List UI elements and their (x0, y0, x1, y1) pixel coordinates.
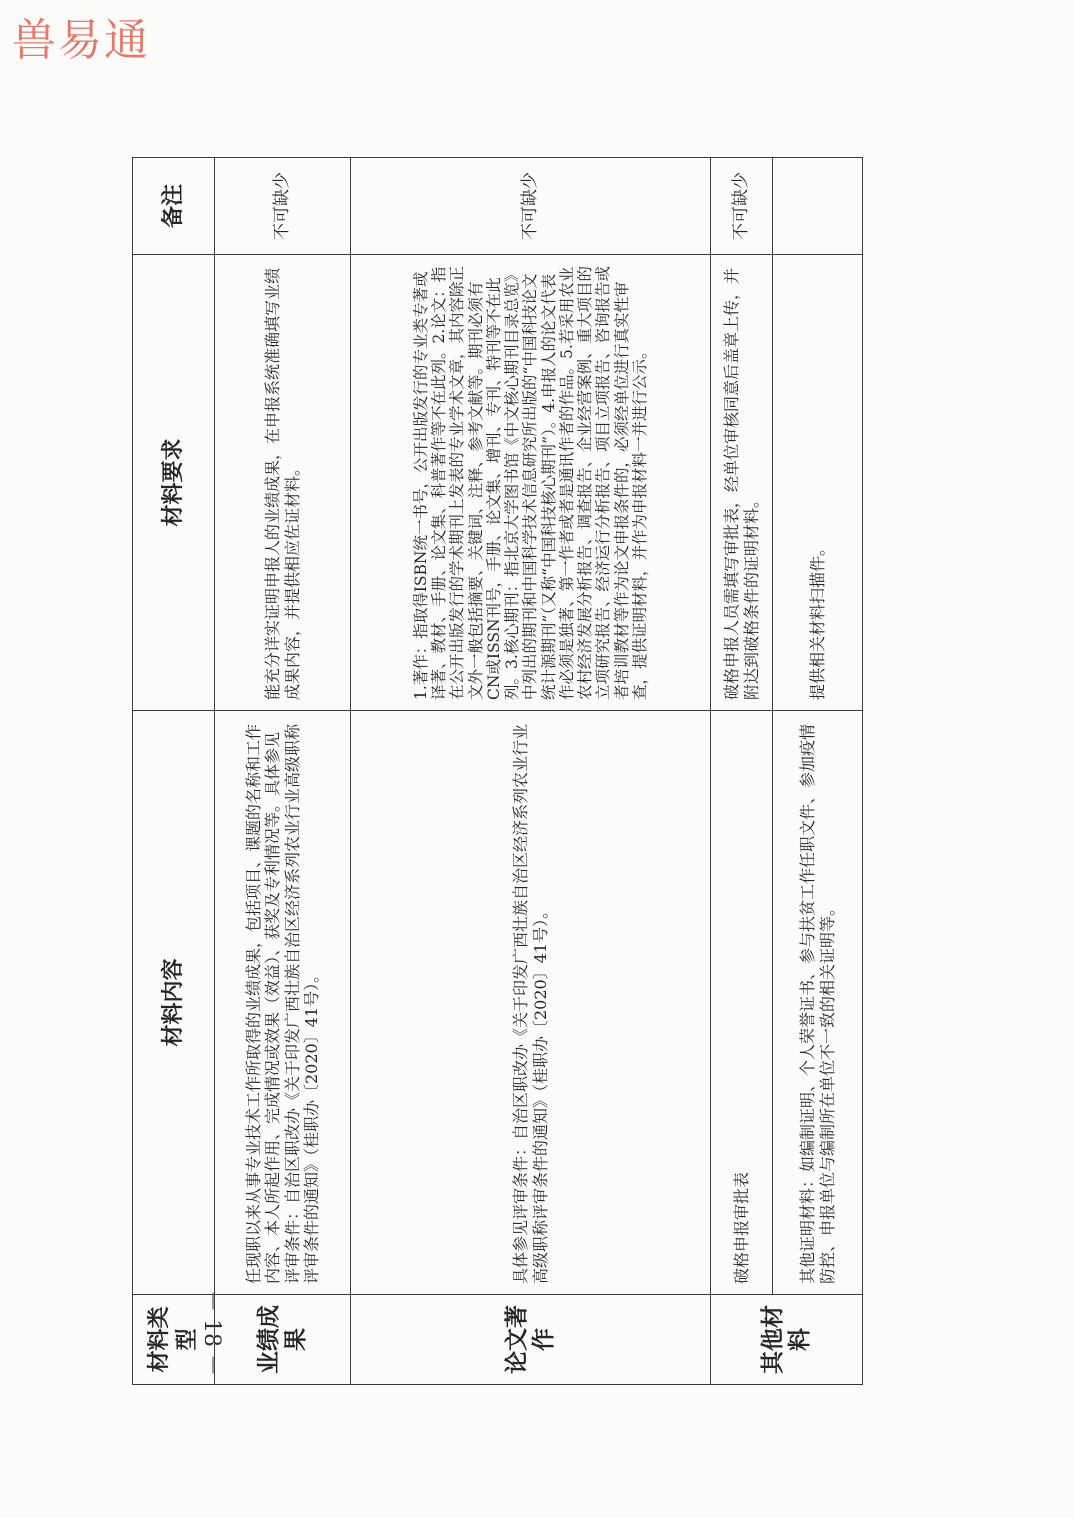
header-content: 材料内容 (133, 711, 215, 1295)
rotated-table-wrapper (132, 158, 862, 1385)
row-requirement-performance: 能充分详实证明申报人的业绩成果，在申报系统准确填写业绩成果内容，并提供相应佐证材料。 (215, 255, 351, 711)
header-type: 材料类型 (133, 1295, 215, 1385)
table-row (215, 158, 351, 1385)
row-content-exception-form: 破格申报审批表 (711, 711, 773, 1295)
row-note-papers: 不可缺少 (351, 158, 711, 255)
row-requirement-papers: 1.著作：指取得ISBN统一书号，公开出版发行的专业类专著或译著、教材、手册、论文集、科普著作等不在此列。2.论文：指在公开出版发行的学术期刊上发表的专业学术文章，其内容除正文外一般包括摘要、关键词、注释、参考文献等。期刊必须有CN或ISSN刊号，手册、论文集、增刊、专刊、特刊等不在此列。3.核心期刊：指北京大学图书馆《中文核心期刊目录总览》中列出的期刊和中国科学技术信息研究所出版的“中国科技论文统计源期刊”（又称“中国科技核心期刊”）。4.申报人的论文代表作必须是独著、第一作者或者是通讯作者的作品。5.若采用农业农村经济发展分析报告、调查报告、企业经营案例、重大项目的立项研究报告、经济运行分析报告、项目立项报告、咨询报告或者培训教材等作为论文申报条件的，必须经单位进行真实性审查，提供证明材料，并作为申报材料一并进行公示。 (351, 255, 711, 711)
row-requirement-exception-form: 破格申报人员需填写审批表，经单位审核同意后盖章上传，并附达到破格条件的证明材料。 (711, 255, 773, 711)
row-requirement-other-proof: 提供相关材料扫描件。 (773, 255, 863, 711)
materials-table (132, 157, 863, 1385)
table-row (351, 158, 711, 1385)
row-type-performance: 业绩成果 (215, 1295, 351, 1385)
row-note-other-proof (773, 158, 863, 255)
row-note-performance: 不可缺少 (215, 158, 351, 255)
row-content-papers: 具体参见评审条件：自治区职改办《关于印发广西壮族自治区经济系列农业行业高级职称评审条件的通知》（桂职办〔2020〕41号）。 (351, 711, 711, 1295)
row-note-exception-form: 不可缺少 (711, 158, 773, 255)
header-note: 备注 (133, 158, 215, 255)
watermark-logo: 兽易通 (12, 15, 150, 66)
table-row (711, 158, 773, 1385)
table-row (773, 158, 863, 1385)
row-content-other-proof: 其他证明材料：如编制证明、个人荣誉证书、参与扶贫工作任职文件、参加疫情防控、申报单位与编制所在单位不一致的相关证明等。 (773, 711, 863, 1295)
row-content-performance: 任现职以来从事专业技术工作所取得的业绩成果，包括项目、课题的名称和工作内容、本人所起作用、完成情况或效果（效益）、获奖及专利情况等。具体参见评审条件：自治区职改办《关于印发广西壮族自治区经济系列农业行业高级职称评审条件的通知》（桂职办〔2020〕41号）。 (215, 711, 351, 1295)
header-requirement: 材料要求 (133, 255, 215, 711)
row-type-papers: 论文著作 (351, 1295, 711, 1385)
page-number: － 18 － (199, 1290, 225, 1376)
table-header-row (133, 158, 215, 1385)
row-type-other: 其他材料 (711, 1295, 863, 1385)
